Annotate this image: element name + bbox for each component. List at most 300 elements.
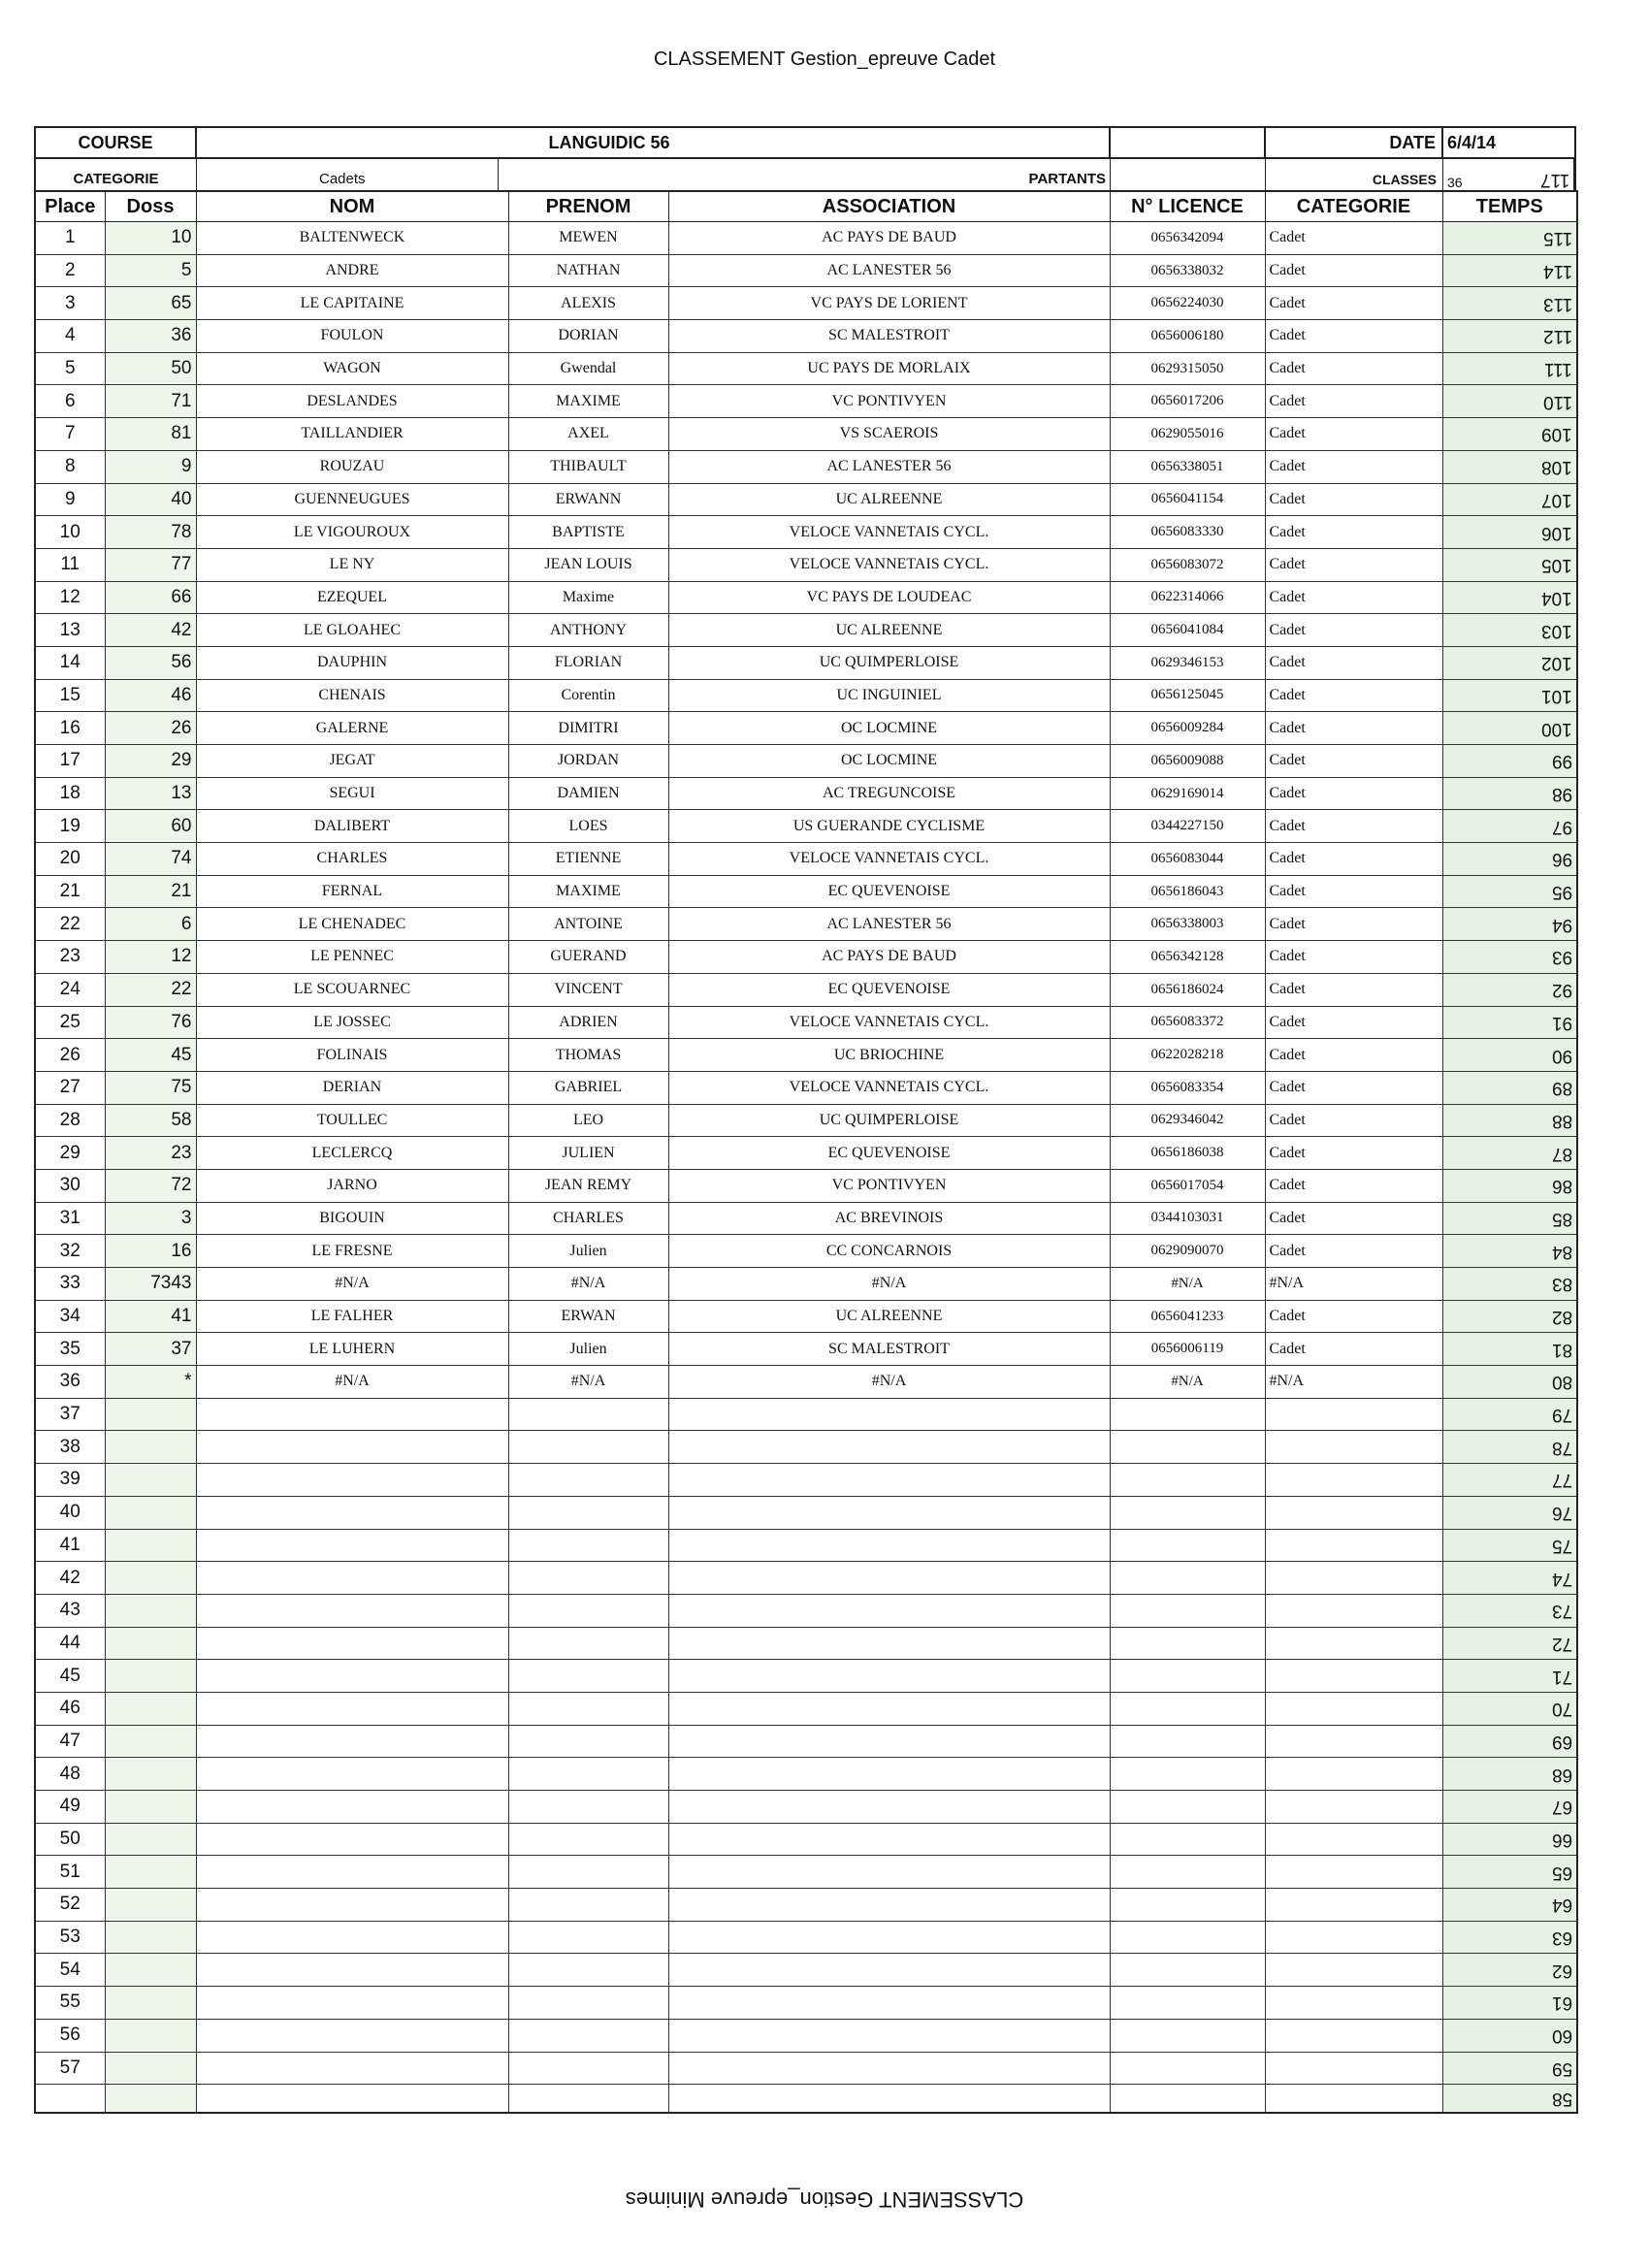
nom-cell: LE PENNEC	[196, 941, 508, 974]
table-row	[35, 941, 1577, 974]
nom-cell: LE CAPITAINE	[196, 287, 508, 320]
association-cell: US GUERANDE CYCLISME	[668, 810, 1110, 843]
temps-cell	[1442, 1562, 1577, 1595]
temps-cell	[1442, 1692, 1577, 1725]
categorie-cell	[1265, 1856, 1442, 1889]
doss-cell	[105, 1954, 196, 1987]
temps-value: 107	[1541, 489, 1572, 510]
place-cell: 15	[35, 679, 105, 712]
table-row	[35, 450, 1577, 483]
temps-cell	[1442, 1169, 1577, 1202]
licence-cell: 0629090070	[1110, 1235, 1265, 1268]
table-row	[35, 1104, 1577, 1137]
temps-value: 91	[1551, 1012, 1572, 1033]
licence-cell: 0656041233	[1110, 1300, 1265, 1333]
temps-value: 109	[1541, 424, 1572, 445]
header-blank-cell	[1111, 128, 1266, 157]
association-cell	[668, 1496, 1110, 1529]
prenom-cell	[508, 1889, 668, 1922]
partants-value	[1111, 159, 1266, 190]
nom-cell: GALERNE	[196, 712, 508, 745]
licence-cell	[1110, 2085, 1265, 2114]
prenom-cell	[508, 1529, 668, 1562]
table-row	[35, 777, 1577, 810]
prenom-cell: AXEL	[508, 418, 668, 451]
place-cell: 48	[35, 1758, 105, 1791]
licence-cell	[1110, 1758, 1265, 1791]
temps-cell	[1442, 1758, 1577, 1791]
licence-cell	[1110, 1889, 1265, 1922]
association-cell	[668, 1856, 1110, 1889]
temps-cell	[1442, 646, 1577, 679]
nom-cell: #N/A	[196, 1268, 508, 1301]
temps-value: 78	[1551, 1437, 1572, 1458]
place-cell: 20	[35, 843, 105, 876]
table-row	[35, 843, 1577, 876]
table-row	[35, 614, 1577, 647]
prenom-cell	[508, 1692, 668, 1725]
association-cell: SC MALESTROIT	[668, 320, 1110, 353]
nom-cell: #N/A	[196, 1366, 508, 1399]
doss-cell	[105, 1692, 196, 1725]
categorie-cell	[1265, 1529, 1442, 1562]
nom-cell	[196, 1627, 508, 1660]
table-row	[35, 1235, 1577, 1268]
categorie-cell	[1265, 1464, 1442, 1497]
temps-value: 90	[1551, 1045, 1572, 1066]
categorie-cell: Cadet	[1265, 712, 1442, 745]
place-cell: 46	[35, 1692, 105, 1725]
categorie-cell: Cadet	[1265, 450, 1442, 483]
temps-value: 67	[1551, 1797, 1572, 1818]
temps-cell	[1442, 385, 1577, 418]
categorie-cell	[1265, 2085, 1442, 2114]
temps-value: 104	[1541, 587, 1572, 608]
table-row	[35, 2019, 1577, 2052]
place-cell: 51	[35, 1856, 105, 1889]
doss-cell	[105, 2019, 196, 2052]
classes-value: 36	[1447, 175, 1463, 190]
place-cell: 17	[35, 745, 105, 778]
prenom-cell: DIMITRI	[508, 712, 668, 745]
licence-cell: 0656083330	[1110, 516, 1265, 549]
table-row	[35, 1758, 1577, 1791]
association-cell: SC MALESTROIT	[668, 1333, 1110, 1366]
place-cell: 30	[35, 1169, 105, 1202]
place-cell: 7	[35, 418, 105, 451]
association-cell	[668, 1398, 1110, 1431]
prenom-cell	[508, 1562, 668, 1595]
categorie-cell: Cadet	[1265, 1071, 1442, 1104]
prenom-cell: BAPTISTE	[508, 516, 668, 549]
temps-cell	[1442, 1137, 1577, 1170]
licence-cell: 0622028218	[1110, 1039, 1265, 1072]
association-cell: UC QUIMPERLOISE	[668, 646, 1110, 679]
place-cell: 5	[35, 352, 105, 385]
temps-value: 79	[1551, 1405, 1572, 1426]
categorie-cell	[1265, 1594, 1442, 1627]
col-licence: N° LICENCE	[1110, 191, 1265, 222]
nom-cell	[196, 1496, 508, 1529]
doss-cell	[105, 1431, 196, 1464]
prenom-cell: GUERAND	[508, 941, 668, 974]
prenom-cell: ERWAN	[508, 1300, 668, 1333]
association-cell	[668, 1758, 1110, 1791]
licence-cell	[1110, 1692, 1265, 1725]
temps-cell	[1442, 1268, 1577, 1301]
table-row	[35, 2085, 1577, 2114]
temps-value: 101	[1541, 685, 1572, 706]
temps-cell	[1442, 548, 1577, 581]
prenom-cell: JEAN REMY	[508, 1169, 668, 1202]
temps-value: 85	[1551, 1208, 1572, 1229]
categorie-cell	[1265, 1987, 1442, 2020]
prenom-cell	[508, 1660, 668, 1693]
categorie-cell	[1265, 2019, 1442, 2052]
place-cell: 26	[35, 1039, 105, 1072]
table-row	[35, 973, 1577, 1006]
doss-cell: 75	[105, 1071, 196, 1104]
temps-value: 94	[1551, 914, 1572, 935]
licence-cell	[1110, 1594, 1265, 1627]
nom-cell: LE VIGOUROUX	[196, 516, 508, 549]
association-cell: VELOCE VANNETAIS CYCL.	[668, 548, 1110, 581]
association-cell: VS SCAEROIS	[668, 418, 1110, 451]
col-nom: NOM	[196, 191, 508, 222]
temps-value: 92	[1551, 980, 1572, 1001]
place-cell: 35	[35, 1333, 105, 1366]
categorie-cell: Cadet	[1265, 941, 1442, 974]
association-cell	[668, 1431, 1110, 1464]
categorie-cell: Cadet	[1265, 385, 1442, 418]
table-row	[35, 908, 1577, 941]
temps-cell	[1442, 320, 1577, 353]
doss-cell: *	[105, 1366, 196, 1399]
association-cell: VELOCE VANNETAIS CYCL.	[668, 1006, 1110, 1039]
doss-cell: 23	[105, 1137, 196, 1170]
prenom-cell: Gwendal	[508, 352, 668, 385]
place-cell: 41	[35, 1529, 105, 1562]
licence-cell	[1110, 1660, 1265, 1693]
doss-cell: 58	[105, 1104, 196, 1137]
temps-cell	[1442, 1725, 1577, 1758]
place-cell: 56	[35, 2019, 105, 2052]
temps-cell	[1442, 483, 1577, 516]
temps-value: 68	[1551, 1764, 1572, 1785]
table-row	[35, 1627, 1577, 1660]
categorie-cell	[1265, 1562, 1442, 1595]
prenom-cell	[508, 2085, 668, 2114]
temps-value: 115	[1542, 228, 1572, 249]
col-place: Place	[35, 191, 105, 222]
table-row	[35, 1594, 1577, 1627]
place-cell: 47	[35, 1725, 105, 1758]
nom-cell	[196, 1921, 508, 1954]
place-cell: 24	[35, 973, 105, 1006]
table-row	[35, 352, 1577, 385]
temps-cell	[1442, 581, 1577, 614]
categorie-cell	[1265, 1921, 1442, 1954]
licence-cell: 0656186024	[1110, 973, 1265, 1006]
temps-cell	[1442, 450, 1577, 483]
categorie-cell: #N/A	[1265, 1366, 1442, 1399]
doss-cell: 71	[105, 385, 196, 418]
nom-cell	[196, 1398, 508, 1431]
licence-cell: 0656338051	[1110, 450, 1265, 483]
doss-cell: 41	[105, 1300, 196, 1333]
prenom-cell	[508, 2019, 668, 2052]
nom-cell: LE FRESNE	[196, 1235, 508, 1268]
doss-cell	[105, 1987, 196, 2020]
temps-value: 58	[1551, 2089, 1572, 2110]
temps-value: 114	[1542, 261, 1572, 282]
table-row	[35, 679, 1577, 712]
categorie-cell: Cadet	[1265, 614, 1442, 647]
doss-cell: 45	[105, 1039, 196, 1072]
nom-cell	[196, 1987, 508, 2020]
association-cell	[668, 1660, 1110, 1693]
prenom-cell	[508, 1856, 668, 1889]
categorie-cell: #N/A	[1265, 1268, 1442, 1301]
prenom-cell	[508, 1496, 668, 1529]
nom-cell: JEGAT	[196, 745, 508, 778]
temps-value: 103	[1541, 620, 1572, 641]
prenom-cell: JULIEN	[508, 1137, 668, 1170]
table-row	[35, 646, 1577, 679]
doss-cell: 56	[105, 646, 196, 679]
licence-cell	[1110, 1431, 1265, 1464]
categorie-cell: Cadet	[1265, 418, 1442, 451]
doss-cell: 13	[105, 777, 196, 810]
temps-cell	[1442, 1791, 1577, 1824]
doss-cell: 22	[105, 973, 196, 1006]
nom-cell	[196, 1725, 508, 1758]
col-association: ASSOCIATION	[668, 191, 1110, 222]
licence-cell: 0656083072	[1110, 548, 1265, 581]
doss-cell: 77	[105, 548, 196, 581]
doss-cell	[105, 1758, 196, 1791]
place-cell: 57	[35, 2052, 105, 2085]
doss-cell: 29	[105, 745, 196, 778]
temps-value: 82	[1551, 1307, 1572, 1328]
place-cell: 31	[35, 1202, 105, 1235]
licence-cell: 0656342094	[1110, 222, 1265, 255]
licence-cell: 0656006119	[1110, 1333, 1265, 1366]
place-cell: 50	[35, 1823, 105, 1856]
categorie-cell	[1265, 1692, 1442, 1725]
table-row	[35, 222, 1577, 255]
temps-value: 72	[1551, 1633, 1572, 1654]
association-cell: #N/A	[668, 1268, 1110, 1301]
doss-cell	[105, 2052, 196, 2085]
nom-cell	[196, 1889, 508, 1922]
temps-cell	[1442, 2052, 1577, 2085]
table-row	[35, 1954, 1577, 1987]
categorie-cell: Cadet	[1265, 352, 1442, 385]
licence-cell: 0656006180	[1110, 320, 1265, 353]
nom-cell	[196, 1562, 508, 1595]
place-cell: 49	[35, 1791, 105, 1824]
partants-label: PARTANTS	[499, 159, 1111, 190]
prenom-cell	[508, 1398, 668, 1431]
doss-cell	[105, 1464, 196, 1497]
place-cell: 33	[35, 1268, 105, 1301]
temps-cell	[1442, 1921, 1577, 1954]
nom-cell	[196, 1529, 508, 1562]
doss-cell: 40	[105, 483, 196, 516]
prenom-cell: ANTOINE	[508, 908, 668, 941]
nom-cell	[196, 2052, 508, 2085]
association-cell: EC QUEVENOISE	[668, 875, 1110, 908]
doss-cell	[105, 1921, 196, 1954]
nom-cell: FERNAL	[196, 875, 508, 908]
prenom-cell: JEAN LOUIS	[508, 548, 668, 581]
temps-value: 62	[1551, 1960, 1572, 1981]
nom-cell	[196, 1594, 508, 1627]
nom-cell	[196, 2085, 508, 2114]
doss-cell: 6	[105, 908, 196, 941]
association-cell	[668, 1921, 1110, 1954]
nom-cell	[196, 1954, 508, 1987]
course-header-row	[34, 126, 1576, 157]
licence-cell: 0656083372	[1110, 1006, 1265, 1039]
place-cell: 45	[35, 1660, 105, 1693]
temps-value: 77	[1551, 1470, 1572, 1491]
table-row	[35, 1823, 1577, 1856]
doss-cell: 76	[105, 1006, 196, 1039]
col-categorie: CATEGORIE	[1265, 191, 1442, 222]
table-row	[35, 1169, 1577, 1202]
place-cell: 54	[35, 1954, 105, 1987]
doss-cell: 50	[105, 352, 196, 385]
categorie-header-row	[34, 157, 1576, 190]
licence-cell: 0656338003	[1110, 908, 1265, 941]
temps-value: 102	[1541, 653, 1572, 674]
prenom-cell	[508, 1791, 668, 1824]
temps-cell	[1442, 810, 1577, 843]
temps-cell	[1442, 1660, 1577, 1693]
prenom-cell	[508, 1431, 668, 1464]
categorie-cell: Cadet	[1265, 1300, 1442, 1333]
doss-cell: 42	[105, 614, 196, 647]
categorie-cell: Cadet	[1265, 320, 1442, 353]
association-cell	[668, 1464, 1110, 1497]
temps-cell	[1442, 352, 1577, 385]
place-cell: 36	[35, 1366, 105, 1399]
temps-cell	[1442, 1594, 1577, 1627]
association-cell: AC LANESTER 56	[668, 450, 1110, 483]
table-row	[35, 1137, 1577, 1170]
table-row	[35, 1987, 1577, 2020]
association-cell	[668, 1692, 1110, 1725]
categorie-cell	[1265, 1398, 1442, 1431]
doss-cell: 81	[105, 418, 196, 451]
doss-cell: 37	[105, 1333, 196, 1366]
association-cell	[668, 1987, 1110, 2020]
categorie-cell	[1265, 1431, 1442, 1464]
categorie-cell: Cadet	[1265, 745, 1442, 778]
doss-cell	[105, 1856, 196, 1889]
nom-cell: FOLINAIS	[196, 1039, 508, 1072]
categorie-cell	[1265, 1954, 1442, 1987]
place-cell: 16	[35, 712, 105, 745]
doss-cell: 36	[105, 320, 196, 353]
temps-value: 65	[1551, 1862, 1572, 1883]
table-row	[35, 1496, 1577, 1529]
place-cell: 55	[35, 1987, 105, 2020]
nom-cell: EZEQUEL	[196, 581, 508, 614]
temps-value: 112	[1542, 326, 1572, 347]
table-row	[35, 1562, 1577, 1595]
prenom-cell: LEO	[508, 1104, 668, 1137]
doss-cell: 16	[105, 1235, 196, 1268]
table-row	[35, 1333, 1577, 1366]
temps-value: 89	[1551, 1078, 1572, 1099]
temps-value: 86	[1551, 1176, 1572, 1197]
licence-cell: 0656017206	[1110, 385, 1265, 418]
table-row	[35, 1791, 1577, 1824]
nom-cell	[196, 1791, 508, 1824]
temps-value: 111	[1544, 359, 1572, 380]
results-table	[34, 190, 1578, 2114]
place-cell: 10	[35, 516, 105, 549]
temps-value: 80	[1551, 1372, 1572, 1393]
licence-cell	[1110, 2052, 1265, 2085]
prenom-cell: VINCENT	[508, 973, 668, 1006]
table-row	[35, 1725, 1577, 1758]
table-row	[35, 745, 1577, 778]
place-cell: 43	[35, 1594, 105, 1627]
prenom-cell	[508, 1725, 668, 1758]
categorie-cell: Cadet	[1265, 1039, 1442, 1072]
temps-cell	[1442, 1366, 1577, 1399]
place-cell: 27	[35, 1071, 105, 1104]
place-cell: 18	[35, 777, 105, 810]
table-row	[35, 1464, 1577, 1497]
place-cell: 12	[35, 581, 105, 614]
licence-cell: 0656186038	[1110, 1137, 1265, 1170]
temps-value: 83	[1551, 1274, 1572, 1295]
nom-cell: ANDRE	[196, 254, 508, 287]
association-cell: VELOCE VANNETAIS CYCL.	[668, 843, 1110, 876]
place-cell: 25	[35, 1006, 105, 1039]
place-cell: 23	[35, 941, 105, 974]
temps-cell	[1442, 287, 1577, 320]
prenom-cell	[508, 1594, 668, 1627]
categorie-cell: Cadet	[1265, 254, 1442, 287]
doss-cell	[105, 2085, 196, 2114]
place-cell: 53	[35, 1921, 105, 1954]
doss-cell: 60	[105, 810, 196, 843]
date-value: 6/4/14	[1447, 132, 1497, 152]
nom-cell: CHENAIS	[196, 679, 508, 712]
temps-value: 93	[1551, 947, 1572, 968]
nom-cell: LE JOSSEC	[196, 1006, 508, 1039]
nom-cell: DERIAN	[196, 1071, 508, 1104]
licence-cell: 0656009284	[1110, 712, 1265, 745]
licence-cell: 0629346153	[1110, 646, 1265, 679]
doss-cell: 21	[105, 875, 196, 908]
prenom-cell: CHARLES	[508, 1202, 668, 1235]
association-cell: EC QUEVENOISE	[668, 973, 1110, 1006]
table-row	[35, 1268, 1577, 1301]
prenom-cell	[508, 2052, 668, 2085]
column-header-row	[35, 191, 1577, 222]
licence-cell: 0656083354	[1110, 1071, 1265, 1104]
temps-cell	[1442, 1464, 1577, 1497]
nom-cell: CHARLES	[196, 843, 508, 876]
prenom-cell: THIBAULT	[508, 450, 668, 483]
